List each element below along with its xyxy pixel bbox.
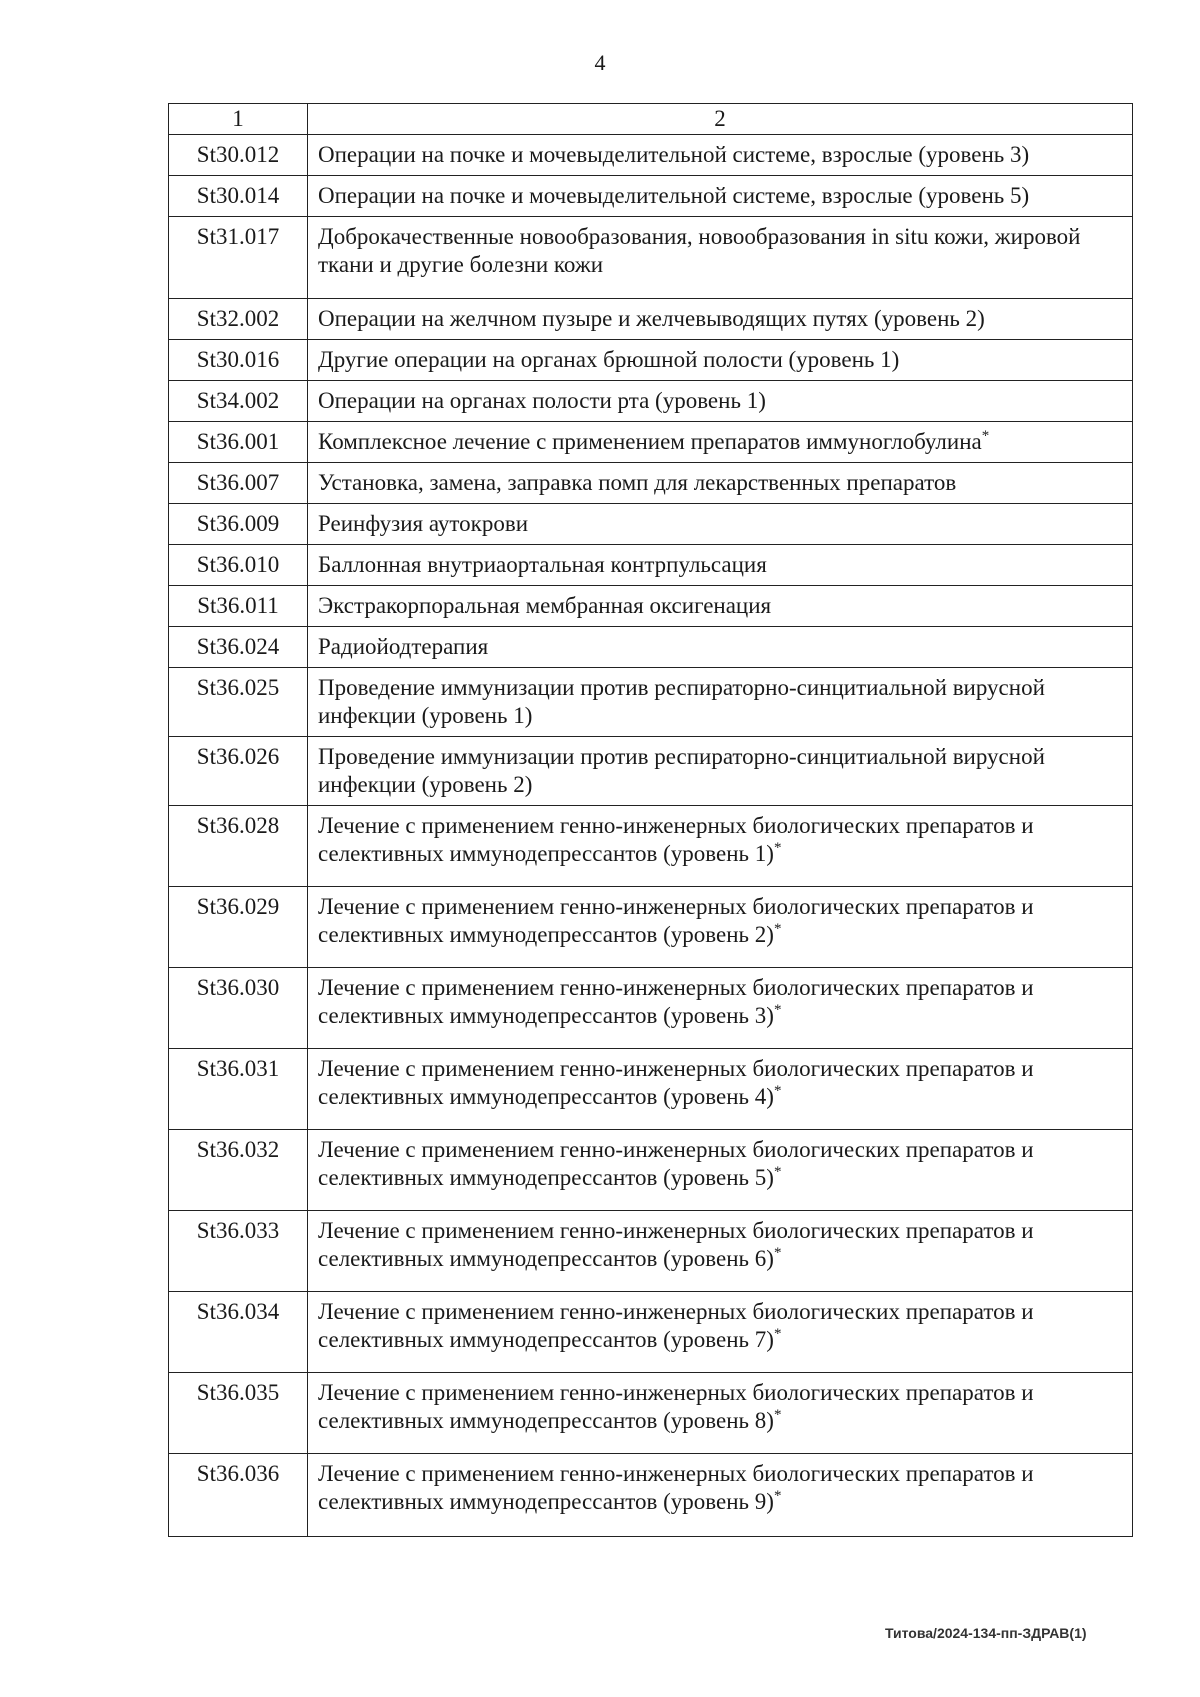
row-code: St36.010 xyxy=(169,545,308,586)
row-description-text: Лечение с применением генно-инженерных биологических препаратов и селективных иммунодепрессантов (уровень 4) xyxy=(318,1056,1034,1109)
row-code: St36.001 xyxy=(169,422,308,463)
row-description-text: Операции на желчном пузыре и желчевыводящих путях (уровень 2) xyxy=(318,306,985,331)
row-description xyxy=(308,1454,1133,1537)
table-row xyxy=(169,422,1133,463)
row-code: St36.007 xyxy=(169,463,308,504)
table-row xyxy=(169,135,1133,176)
row-description xyxy=(308,463,1133,504)
row-code: St31.017 xyxy=(169,217,308,299)
row-description xyxy=(308,1049,1133,1130)
row-description xyxy=(308,668,1133,737)
row-description-text: Лечение с применением генно-инженерных биологических препаратов и селективных иммунодепрессантов (уровень 9) xyxy=(318,1461,1034,1514)
table-row xyxy=(169,545,1133,586)
row-description-text: Операции на органах полости рта (уровень 1) xyxy=(318,388,766,413)
codes-table xyxy=(168,103,1133,1537)
row-description xyxy=(308,887,1133,968)
table-row xyxy=(169,1211,1133,1292)
row-description-text: Экстракорпоральная мембранная оксигенация xyxy=(318,593,772,618)
table-row xyxy=(169,176,1133,217)
row-description xyxy=(308,504,1133,545)
row-description-text: Радиойодтерапия xyxy=(318,634,489,659)
table-row xyxy=(169,586,1133,627)
row-description-text: Лечение с применением генно-инженерных биологических препаратов и селективных иммунодепрессантов (уровень 6) xyxy=(318,1218,1034,1271)
row-description-text: Проведение иммунизации против респираторно-синцитиальной вирусной инфекции (уровень 2) xyxy=(318,744,1045,797)
row-description-text: Операции на почке и мочевыделительной системе, взрослые (уровень 5) xyxy=(318,183,1030,208)
row-code: St36.025 xyxy=(169,668,308,737)
row-code: St36.032 xyxy=(169,1130,308,1211)
row-description-text: Проведение иммунизации против респираторно-синцитиальной вирусной инфекции (уровень 1) xyxy=(318,675,1045,728)
table-row xyxy=(169,1049,1133,1130)
row-description xyxy=(308,217,1133,299)
row-description xyxy=(308,176,1133,217)
footnote-marker: * xyxy=(773,1488,782,1504)
row-description-text: Установка, замена, заправка помп для лекарственных препаратов xyxy=(318,470,957,495)
row-description xyxy=(308,422,1133,463)
row-code: St36.033 xyxy=(169,1211,308,1292)
row-code: St36.035 xyxy=(169,1373,308,1454)
row-code: St36.029 xyxy=(169,887,308,968)
footnote-marker: * xyxy=(773,1245,782,1261)
row-code: St36.026 xyxy=(169,737,308,806)
row-description xyxy=(308,1292,1133,1373)
table-row xyxy=(169,340,1133,381)
row-description xyxy=(308,968,1133,1049)
table-row xyxy=(169,504,1133,545)
footnote-marker: * xyxy=(773,1407,782,1423)
row-description xyxy=(308,1211,1133,1292)
footnote-marker: * xyxy=(773,840,782,856)
row-description-text: Лечение с применением генно-инженерных биологических препаратов и селективных иммунодепрессантов (уровень 1) xyxy=(318,813,1034,866)
row-description-text: Реинфузия аутокрови xyxy=(318,511,528,536)
row-code: St32.002 xyxy=(169,299,308,340)
row-description-text: Баллонная внутриаортальная контрпульсация xyxy=(318,552,767,577)
row-code: St36.034 xyxy=(169,1292,308,1373)
table-row xyxy=(169,299,1133,340)
row-code: St36.009 xyxy=(169,504,308,545)
table-row xyxy=(169,737,1133,806)
table-header-row xyxy=(169,104,1133,135)
row-description xyxy=(308,340,1133,381)
table-row xyxy=(169,668,1133,737)
row-description-text: Операции на почке и мочевыделительной системе, взрослые (уровень 3) xyxy=(318,142,1030,167)
row-description-text: Лечение с применением генно-инженерных биологических препаратов и селективных иммунодепрессантов (уровень 8) xyxy=(318,1380,1034,1433)
row-description xyxy=(308,586,1133,627)
row-code: St36.024 xyxy=(169,627,308,668)
column-header-2: 2 xyxy=(308,104,1133,135)
table-row xyxy=(169,806,1133,887)
table-row xyxy=(169,627,1133,668)
table-row xyxy=(169,381,1133,422)
table-body xyxy=(169,135,1133,1537)
row-code: St30.016 xyxy=(169,340,308,381)
footnote-marker: * xyxy=(981,428,990,444)
footnote-marker: * xyxy=(773,921,782,937)
table-row xyxy=(169,1292,1133,1373)
document-footer-id: Титова/2024-134-пп-ЗДРАВ(1) xyxy=(885,1625,1087,1641)
row-description xyxy=(308,545,1133,586)
row-description-text: Другие операции на органах брюшной полости (уровень 1) xyxy=(318,347,900,372)
footnote-marker: * xyxy=(773,1326,782,1342)
footnote-marker: * xyxy=(773,1164,782,1180)
row-description xyxy=(308,299,1133,340)
table-row xyxy=(169,1454,1133,1537)
row-description xyxy=(308,806,1133,887)
row-description xyxy=(308,1130,1133,1211)
row-description xyxy=(308,737,1133,806)
row-code: St36.030 xyxy=(169,968,308,1049)
row-code: St36.031 xyxy=(169,1049,308,1130)
row-code: St36.011 xyxy=(169,586,308,627)
footnote-marker: * xyxy=(773,1083,782,1099)
table-row xyxy=(169,887,1133,968)
row-description-text: Лечение с применением генно-инженерных биологических препаратов и селективных иммунодепрессантов (уровень 7) xyxy=(318,1299,1034,1352)
table-row xyxy=(169,217,1133,299)
row-code: St34.002 xyxy=(169,381,308,422)
row-description-text: Лечение с применением генно-инженерных биологических препаратов и селективных иммунодепрессантов (уровень 3) xyxy=(318,975,1034,1028)
row-description xyxy=(308,1373,1133,1454)
table-row xyxy=(169,968,1133,1049)
row-code: St36.036 xyxy=(169,1454,308,1537)
row-code: St30.012 xyxy=(169,135,308,176)
column-header-1: 1 xyxy=(169,104,308,135)
row-description-text: Комплексное лечение с применением препаратов иммуноглобулина xyxy=(318,429,982,454)
table-row xyxy=(169,1373,1133,1454)
row-description xyxy=(308,381,1133,422)
footnote-marker: * xyxy=(773,1002,782,1018)
row-description-text: Лечение с применением генно-инженерных биологических препаратов и селективных иммунодепрессантов (уровень 5) xyxy=(318,1137,1034,1190)
row-description xyxy=(308,627,1133,668)
table-row xyxy=(169,1130,1133,1211)
row-code: St30.014 xyxy=(169,176,308,217)
row-description-text: Доброкачественные новообразования, новообразования in situ кожи, жировой ткани и другие болезни кожи xyxy=(318,224,1081,277)
table-row xyxy=(169,463,1133,504)
row-description-text: Лечение с применением генно-инженерных биологических препаратов и селективных иммунодепрессантов (уровень 2) xyxy=(318,894,1034,947)
row-code: St36.028 xyxy=(169,806,308,887)
page-number: 4 xyxy=(594,50,606,75)
row-description xyxy=(308,135,1133,176)
